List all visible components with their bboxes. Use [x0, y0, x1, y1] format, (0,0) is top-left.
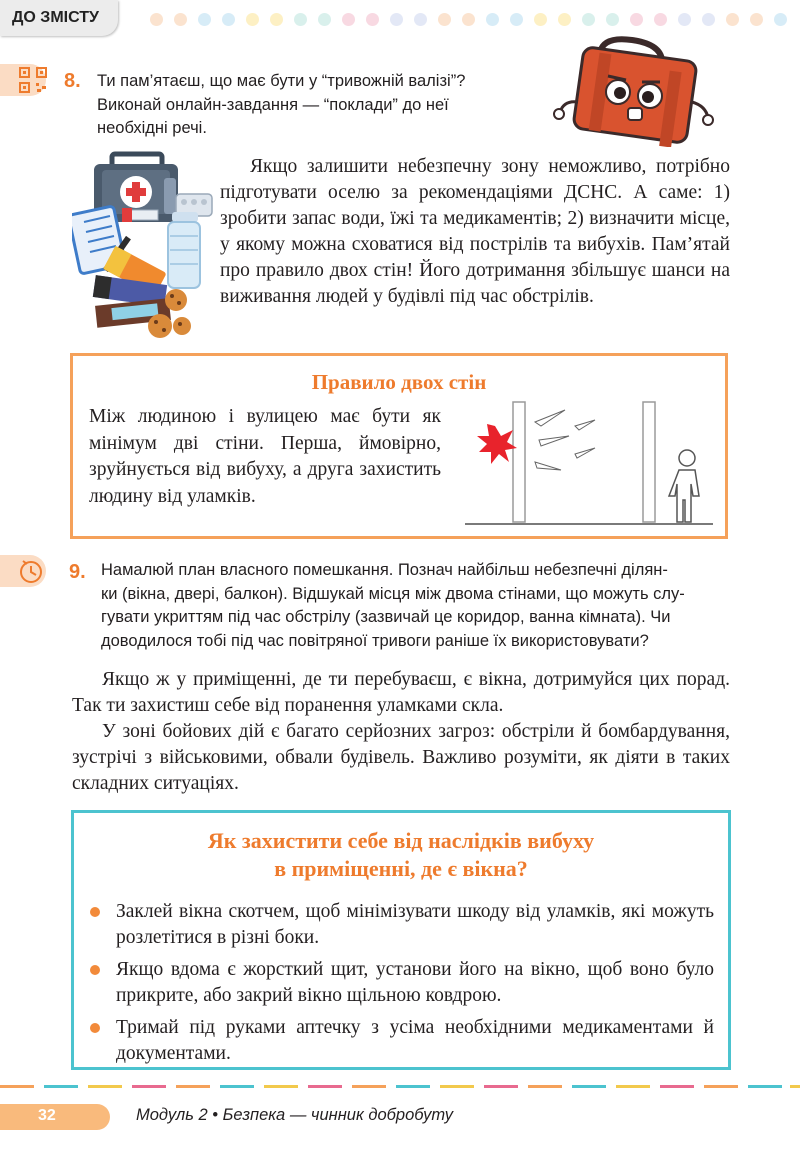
suitcase-mascot-illustration	[548, 32, 718, 147]
bullet-dot-icon	[90, 907, 100, 917]
tip-text: Заклей вікна скотчем, щоб мінімізувати шкоду від уламків, які можуть розлетітися в різні боки.	[116, 901, 714, 948]
qr-code-icon	[18, 66, 48, 94]
bullet-dot-icon	[90, 965, 100, 975]
protection-title-line: в приміщенні, де є вікна?	[274, 856, 528, 881]
decorative-dot-row	[150, 13, 800, 27]
toc-button[interactable]	[0, 0, 118, 36]
window-protection-box	[71, 810, 731, 1070]
rule-box-title: Правило двох стін	[311, 370, 487, 394]
list-item	[88, 957, 714, 1009]
task-8-line: Виконай онлайн-завдання — “поклади” до неї	[97, 95, 449, 114]
task-8-line: Ти пам’ятаєш, що має бути у “тривожній валізі”?	[97, 72, 466, 90]
task-9-line: ки (вікна, двері, балкон). Відшукай місця між двома стінами, що можуть слу-	[101, 584, 685, 603]
tip-text: Якщо вдома є жорсткий щит, установи його на вікно, щоб воно було прикрите, або закрий вікно щільною ковдрою.	[116, 959, 714, 1006]
emergency-kit-illustration	[72, 150, 217, 340]
protection-box-title	[74, 827, 728, 883]
protection-title-line: Як захистити себе від наслідків вибуху	[207, 828, 595, 853]
list-item	[88, 1015, 714, 1067]
task-8-icon-badge[interactable]	[0, 64, 46, 96]
task-9-text	[101, 559, 741, 653]
task-9-line: доводилося тобі під час повітряної тривоги раніше їх використовувати?	[101, 631, 649, 650]
body-paragraph: Якщо ж у приміщенні, де ти перебуваєш, є вікна, дотримуйся цих порад. Так ти захистиш себе від поранення уламками скла.	[72, 669, 730, 716]
footer-module-title: Модуль 2 • Безпека — чинник добробуту	[136, 1106, 454, 1124]
toc-label: ДО ЗМІСТУ	[12, 9, 99, 26]
task-8-line: необхідні речі.	[97, 119, 207, 137]
clock-icon	[18, 558, 44, 584]
body-paragraph: У зоні бойових дій є багато серйозних загроз: обстріли й бомбардування, зустрічі з військовими, обвали будівель. Важливо розуміти, як діяти в таких складних ситуаціях.	[72, 721, 730, 794]
task-8-text	[97, 70, 537, 141]
two-walls-rule-box	[70, 353, 728, 539]
list-item	[88, 899, 714, 951]
task-9-line: гувати укриттям під час обстрілу (зазвичай це коридор, ванна кімната). Чи	[101, 608, 671, 626]
task-8-number: 8.	[64, 70, 81, 92]
rule-box-text: Між людиною і вулицею має бути як мінімум дві стіни. Перша, ймовірно, зруйнується від вибуху, а друга захистить людину від уламків.	[89, 406, 441, 507]
task-9-number: 9.	[69, 561, 86, 583]
tip-text: Тримай під руками аптечку з усіма необхідними медикаментами й документами.	[116, 1017, 714, 1064]
task-9-line: Намалюй план власного помешкання. Познач найбільш небезпечні ділян-	[101, 561, 668, 579]
page-number: 32	[38, 1107, 56, 1124]
footer-dashed-divider	[0, 1085, 800, 1088]
bullet-dot-icon	[90, 1023, 100, 1033]
two-walls-diagram	[465, 396, 715, 532]
intro-paragraph: Якщо залишити небезпечну зону неможливо, потрібно підготувати оселю за рекомендаціями ДСНС. А саме: 1) зробити запас води, їжі та медикаментів; 2) визначити місце, у якому можна сховатися від пострілів та вибухів. Пам’ятай про правило двох стін! Його дотримання збільшує шанси на виживання людей у будівлі під час обстрілів.	[220, 156, 730, 307]
protection-tips-list	[88, 899, 714, 1073]
task-9-icon-badge[interactable]	[0, 555, 46, 587]
